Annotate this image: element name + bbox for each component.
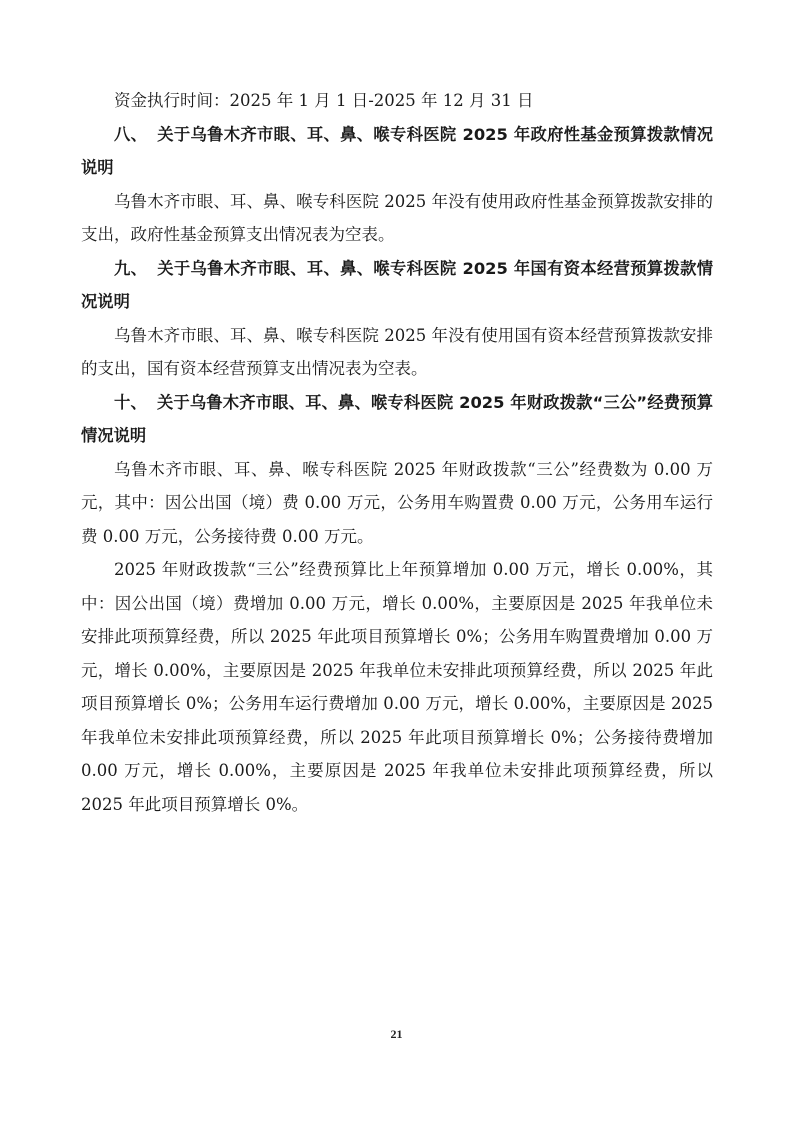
- section-paragraph: 乌鲁木齐市眼、耳、鼻、喉专科医院 2025 年没有使用政府性基金预算拨款安排的支出，政府性基金预算支出情况表为空表。: [81, 191, 713, 244]
- section-heading-9: [81, 252, 713, 319]
- fund-execution-period: 资金执行时间：2025 年 1 月 1 日-2025 年 12 月 31 日: [114, 91, 534, 110]
- section-title: 关于乌鲁木齐市眼、耳、鼻、喉专科医院 2025 年财政拨款“三公”经费预算情况说明: [81, 392, 713, 445]
- document-body: [81, 84, 713, 821]
- section-number: 八、: [114, 124, 148, 144]
- section-title: 关于乌鲁木齐市眼、耳、鼻、喉专科医院 2025 年政府性基金预算拨款情况说明: [81, 124, 713, 177]
- section-heading-10: [81, 386, 713, 453]
- section-heading-8: [81, 118, 713, 185]
- page-number: 21: [390, 1027, 403, 1041]
- section-number: 九、: [114, 258, 148, 278]
- section-number: 十、: [114, 392, 147, 412]
- section-paragraph: 乌鲁木齐市眼、耳、鼻、喉专科医院 2025 年没有使用国有资本经营预算拨款安排的支出，国有资本经营预算支出情况表为空表。: [81, 325, 713, 378]
- section-title: 关于乌鲁木齐市眼、耳、鼻、喉专科医院 2025 年国有资本经营预算拨款情况说明: [81, 258, 713, 311]
- section-paragraph: 乌鲁木齐市眼、耳、鼻、喉专科医院 2025 年财政拨款“三公”经费数为 0.00 万元，其中：因公出国（境）费 0.00 万元，公务用车购置费 0.00 万元，公务用车运行费 0.00 万元，公务接待费 0.00 万元。: [81, 459, 713, 546]
- section-paragraph: 2025 年财政拨款“三公”经费预算比上年预算增加 0.00 万元，增长 0.00%，其中：因公出国（境）费增加 0.00 万元，增长 0.00%，主要原因是 2025 年我单位未安排此项预算经费，所以 2025 年此项目预算增长 0%；公务用车购置费增加 0.00 万元，增长 0.00%，主要原因是 2025 年我单位未安排此项预算经费，所以 2025 年此项目预算增长 0%；公务用车运行费增加 0.00 万元，增长 0.00%，主要原因是 2025 年我单位未安排此项预算经费，所以 2025 年此项目预算增长 0%；公务接待费增加 0.00 万元，增长 0.00%，主要原因是 2025 年我单位未安排此项预算经费，所以 2025 年此项目预算增长 0%。: [81, 560, 713, 814]
